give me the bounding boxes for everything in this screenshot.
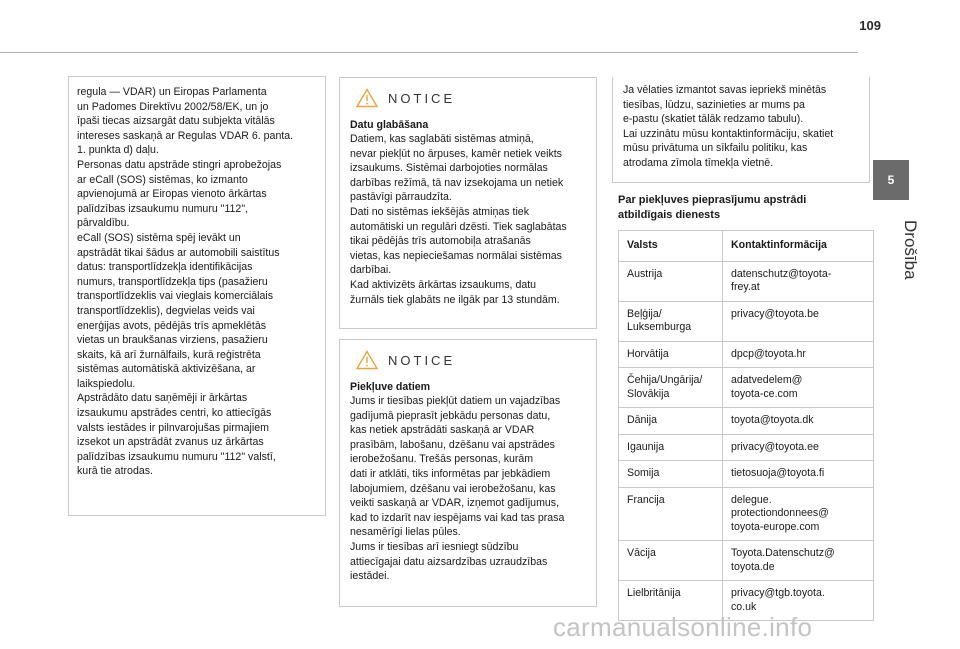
chapter-tab[interactable]: 5 xyxy=(873,160,909,200)
column-1-box xyxy=(68,76,326,516)
country-cell: Igaunija xyxy=(619,434,723,461)
country-cell: Austrija xyxy=(619,261,723,301)
contact-email-cell[interactable]: datenschutz@toyota- frey.at xyxy=(723,261,874,301)
header-rule xyxy=(0,52,858,53)
country-cell: Čehija/Ungārija/ Slovākija xyxy=(619,368,723,408)
warning-triangle-icon xyxy=(356,350,378,370)
contact-email-cell[interactable]: dpcp@toyota.hr xyxy=(723,341,874,368)
notice-subtitle: Piekļuve datiem xyxy=(350,381,431,393)
page-number: 109 xyxy=(859,18,881,33)
table-row xyxy=(619,301,874,341)
country-cell: Beļģija/ Luksemburga xyxy=(619,301,723,341)
contact-email-cell[interactable]: privacy@tgb.toyota. co.uk xyxy=(723,581,874,621)
contact-email-cell[interactable]: adatvedelem@ toyota-ce.com xyxy=(723,368,874,408)
notice-title: NOTICE xyxy=(388,90,456,106)
notice-title: NOTICE xyxy=(388,352,456,368)
country-cell: Dānija xyxy=(619,408,723,435)
column-header-country: Valsts xyxy=(619,231,723,262)
notice-header xyxy=(350,78,588,118)
column-3-box xyxy=(612,77,870,183)
country-cell: Francija xyxy=(619,487,723,541)
notice-text: Jums ir tiesības piekļūt datiem un vajadzības gadījumā pieprasīt jebkādu personas datu, kas netiek apstrādāti saskaņā ar VDAR prasībām, labošanu, dzēšanu vai apstrādes ierobežošanu. Trešās personas, kurām dati ir atklāti, tiks informētas par jebkādiem labojumiem, dzēšanu vai ierobežošanu, kas veikti saskaņā ar VDAR, izņemot gadījumus, kad to izdarīt nav iespējams vai kad tas prasa nesamērīgi lielas pūles. Jums ir tiesības arī iesniegt sūdzību attiecīgajai datu aizsardzības uzraudzības iestādei. xyxy=(350,395,565,583)
watermark: carmanualsonline.info xyxy=(553,612,813,642)
column-1-text: regula — VDAR) un Eiropas Parlamenta un Padomes Direktīvu 2002/58/EK, un jo īpaši tiecas aizsargāt datu subjekta vitālās intereses saskaņā ar Regulas VDAR 6. panta. 1. punkta d) daļu. Personas datu apstrāde stingri aprobežojas ar eCall (SOS) sistēmas, ko izmanto apvienojumā ar Eiropas vienoto ārkārtas palīdzības izsaukumu numuru "112", pārvaldību. eCall (SOS) sistēma spēj ievākt un apstrādāt tikai šādus ar automobili saistītus datus: transportlīdzekļa identifikācijas numurs, transportlīdzekļa tips (pasažieru transportlīdzeklis vai vieglais komerciālais transportlīdzeklis), degvielas veids vai enerģijas avots, pēdējās trīs apmeklētās vietas un braukšanas virziens, pasažieru skaits, kā arī žurnālfails, kurā reģistrēta sistēmas automātiskā aktivizēšana, ar laikspiedolu. Apstrādāto datu saņēmēji ir ārkārtas izsaukumu apstrādes centri, ko attiecīgās valsts iestādes ir pilnvarojušas pirmajiem izsekot un apstrādāt zvanus uz ārkārtas palīdzības izsaukumu numuru "112" valstī, kurā tie atrodas. xyxy=(77,86,294,478)
table-row xyxy=(619,408,874,435)
table-row xyxy=(619,261,874,301)
warning-triangle-icon xyxy=(356,88,378,108)
contact-email-cell[interactable]: delegue. protectiondonnees@ toyota-europe.com xyxy=(723,487,874,541)
table-header-row xyxy=(619,231,874,262)
contact-email-cell[interactable]: privacy@toyota.ee xyxy=(723,434,874,461)
notice-subtitle: Datu glabāšana xyxy=(350,119,429,131)
country-cell: Vācija xyxy=(619,541,723,581)
column-header-contact: Kontaktinformācija xyxy=(723,231,874,262)
country-cell: Horvātija xyxy=(619,341,723,368)
notice-box-data-storage xyxy=(339,77,597,329)
table-row xyxy=(619,487,874,541)
contact-email-cell[interactable]: Toyota.Datenschutz@ toyota.de xyxy=(723,541,874,581)
country-cell: Somija xyxy=(619,461,723,488)
section-heading: Par piekļuves pieprasījumu apstrādi atbildīgais dienests xyxy=(618,194,807,221)
contact-email-cell[interactable]: toyota@toyota.dk xyxy=(723,408,874,435)
table-row xyxy=(619,368,874,408)
contact-table xyxy=(618,230,874,621)
notice-text: Datiem, kas saglabāti sistēmas atmiņā, nevar piekļūt no ārpuses, kamēr netiek veikts izsaukums. Sistēmai darbojoties normālas darbības režīmā, tā nav izsekojama un netiek pastāvīgi pārraudzīta. Dati no sistēmas iekšējās atmiņas tiek automātiski un regulāri dzēsti. Tiek saglabātas tikai pēdējās trīs automobiļa atrašanās vietas, kas nepieciešamas normālai sistēmas darbībai. Kad aktivizēts ārkārtas izsaukums, datu žurnāls tiek glabāts ne ilgāk par 13 stundām. xyxy=(350,133,567,306)
chapter-title: Drošība xyxy=(901,220,920,280)
contact-email-cell[interactable]: privacy@toyota.be xyxy=(723,301,874,341)
table-row xyxy=(619,461,874,488)
notice-header xyxy=(350,340,588,380)
notice-box-data-access xyxy=(339,339,597,607)
table-row xyxy=(619,541,874,581)
table-row xyxy=(619,341,874,368)
column-3-text: Ja vēlaties izmantot savas iepriekš minētās tiesības, lūdzu, sazinieties ar mums pa e-pastu (skatiet tālāk redzamo tabulu). Lai uzzinātu mūsu kontaktinformāciju, skatiet mūsu privātuma un sīkfailu politiku, kas atrodama zīmola tīmekļa vietnē. xyxy=(623,84,834,169)
table-row xyxy=(619,434,874,461)
country-cell: Lielbritānija xyxy=(619,581,723,621)
contact-email-cell[interactable]: tietosuoja@toyota.fi xyxy=(723,461,874,488)
